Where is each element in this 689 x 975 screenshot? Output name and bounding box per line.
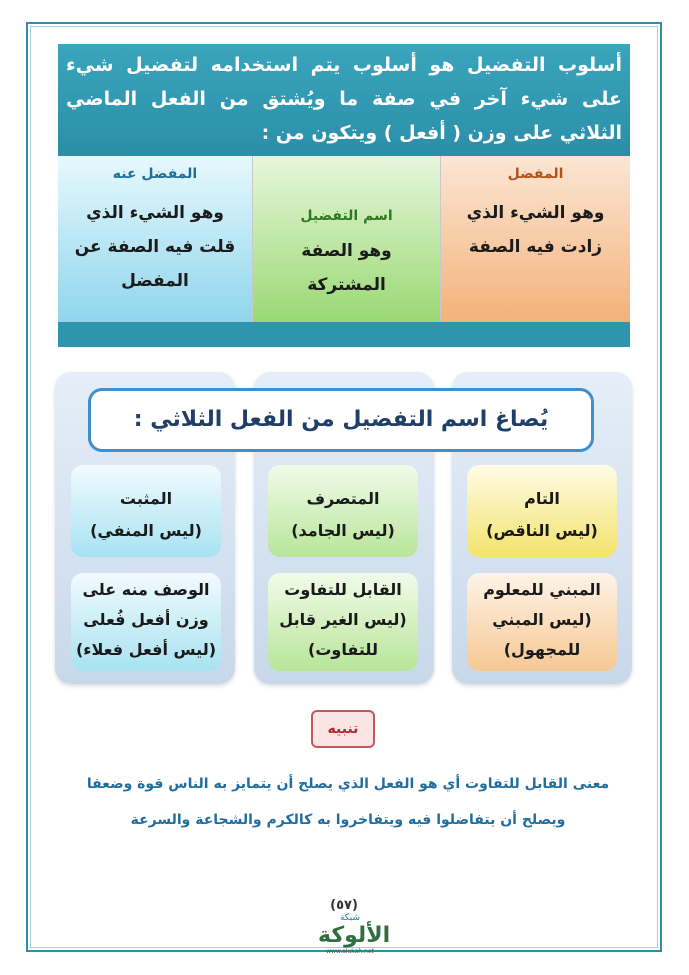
condition-tam [467, 465, 617, 557]
condition-mutasarrif-main: المتصرف [306, 489, 380, 508]
logo-url-text: www.alukah.net [326, 948, 374, 955]
page-number: (٥٧) [330, 898, 358, 913]
condition-tam-main: التام [524, 489, 560, 508]
column-body-ism-tafdil: وهو الصفة المشتركة [301, 241, 392, 295]
column-mufaddal [440, 156, 630, 322]
alukah-logo [318, 912, 391, 964]
condition-wazn-afal: الوصف منه على وزن أفعل فُعلى (ليس أفعل فعلاء) [71, 573, 221, 671]
column-body-mufaddal-anhu: وهو الشيء الذي قلت فيه الصفة عن المفضل [74, 203, 236, 291]
condition-muthbat-note: (ليس المنفي) [90, 521, 202, 540]
components-table [58, 156, 630, 322]
logo-top-text: شبكة [339, 913, 361, 923]
condition-muthbat [71, 465, 221, 557]
condition-mutasarrif-note: (ليس الجامد) [291, 521, 395, 540]
condition-qabil-liltafawut: القابل للتفاوت (ليس الغير قابل للتفاوت) [268, 573, 418, 671]
note-label: تنبيه [311, 710, 375, 748]
column-ism-tafdil [252, 156, 440, 322]
formation-heading: يُصاغ اسم التفضيل من الفعل الثلاثي : [88, 388, 594, 452]
condition-muthbat-main: المثبت [119, 489, 173, 508]
table-footer-bar [58, 322, 630, 347]
column-mufaddal-anhu [58, 156, 252, 322]
definition-box [58, 44, 630, 156]
condition-mutasarrif [268, 465, 418, 557]
column-title-mufaddal: المفضل [507, 166, 564, 182]
definition-text: أسلوب التفضيل هو أسلوب يتم استخدامه لتفضيل شيء على شيء آخر في صفة ما ويُشتق من الفعل الماضي الثلاثي على وزن ( أفعل ) ويتكون من : [66, 54, 622, 144]
column-body-mufaddal: وهو الشيء الذي زادت فيه الصفة [466, 203, 605, 257]
column-title-mufaddal-anhu: المفضل عنه [112, 166, 198, 182]
condition-tam-note: (ليس الناقص) [486, 521, 598, 540]
logo-main-text: الألوكة [318, 923, 391, 948]
column-title-ism-tafdil: اسم التفضيل [300, 208, 393, 224]
condition-mabni-lilmaloom: المبني للمعلوم (ليس المبني للمجهول) [467, 573, 617, 671]
note-text: معنى القابل للتفاوت أي هو الفعل الذي يصلح أن يتمايز به الناس قوة وضعفا ويصلح أن يتفاضلوا فيه ويتفاخروا به كالكرم والشجاعة والسرعة [86, 776, 610, 828]
